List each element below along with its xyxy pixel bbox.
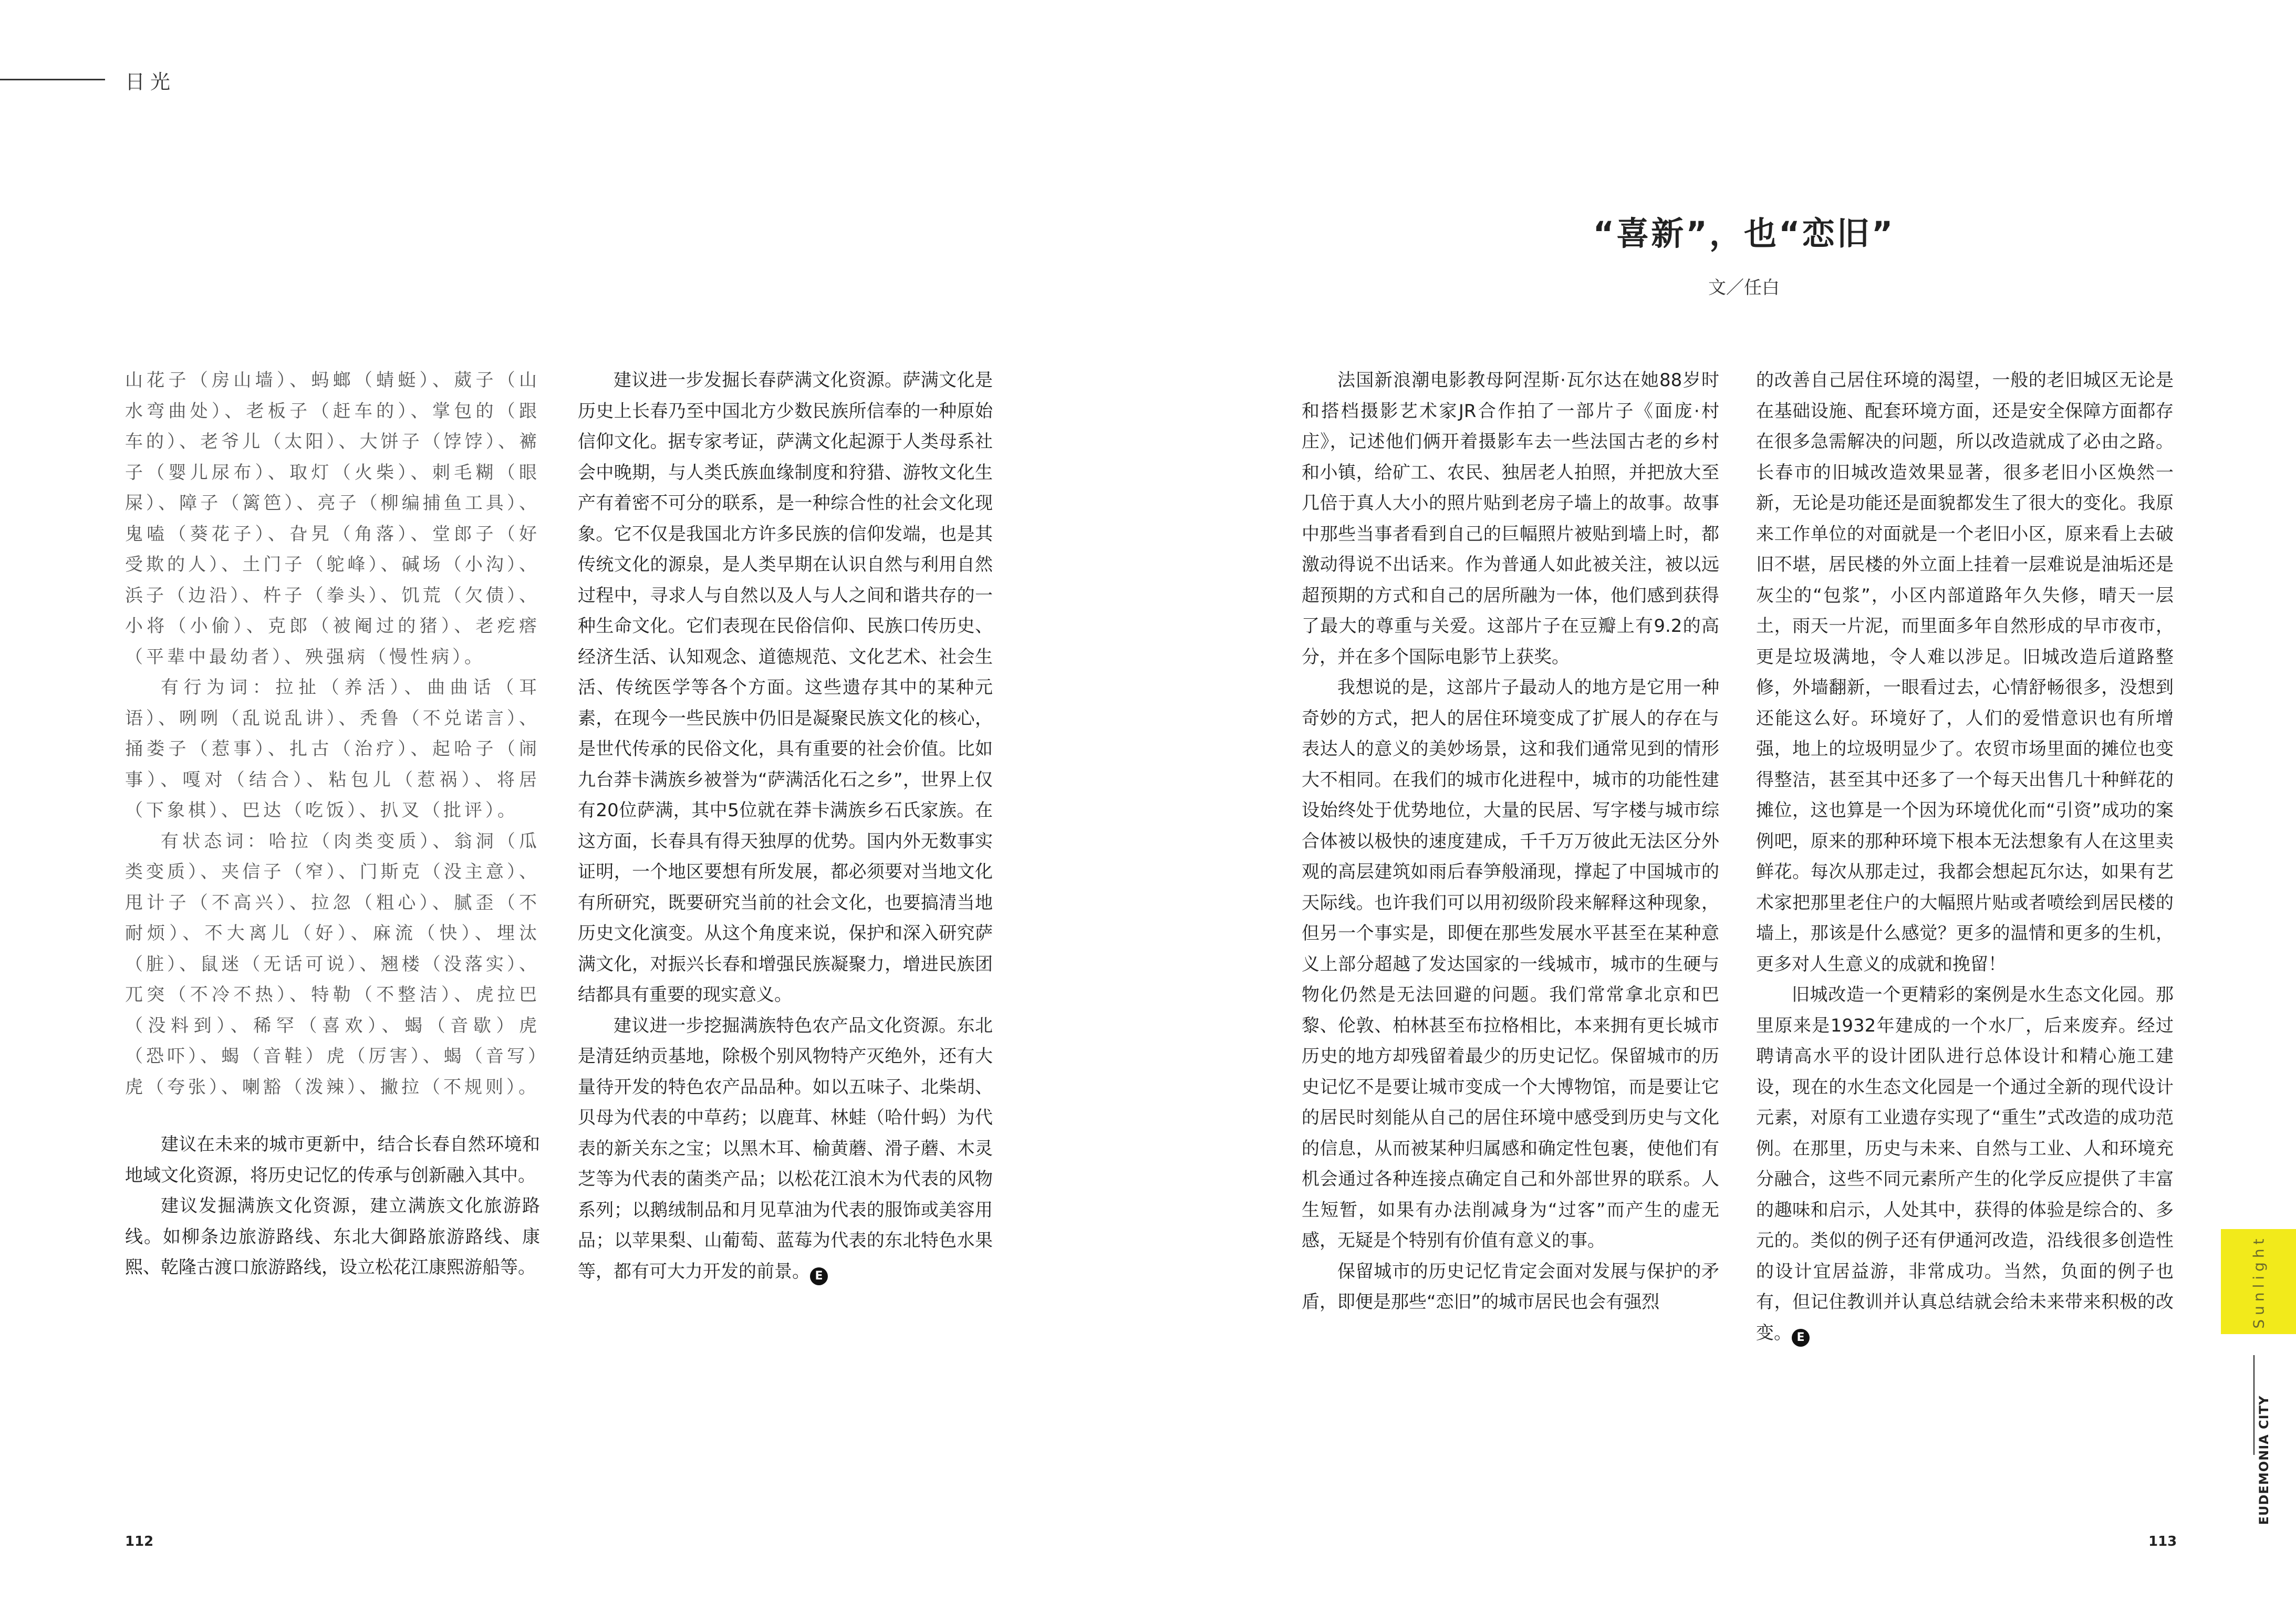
side-tab-label: Sunlight: [2250, 1234, 2267, 1329]
page-number-right: 113: [2148, 1534, 2177, 1549]
body-paragraph: 保留城市的历史记忆肯定会面对发展与保护的矛盾，即便是那些“恋旧”的城市居民也会有强烈: [1302, 1261, 1719, 1313]
article-end-icon: E: [1792, 1329, 1810, 1347]
article-end-icon: E: [810, 1267, 828, 1285]
agricultural-products-paragraph: 建议进一步挖掘满族特色农产品文化资源。东北是清廷纳贡基地，除极个别风物特产灭绝外，还有大量待开发的特色农产品品种。如以五味子、北柴胡、贝母为代表的中草药；以鹿茸、林蛙（哈什蚂）为代表的新关东之宝；以黑木耳、榆黄蘑、滑子蘑、木灵芝等为代表的菌类产品；以松花江浪木为代表的风物系列；以鹅绒制品和月见草油为代表的服饰或美容用品；以苹果梨、山葡萄、蓝莓为代表的东北特色水果等，都有可大力开发的前景。 E: [578, 1011, 993, 1287]
body-paragraph: 旧城改造一个更精彩的案例是水生态文化园。那里原来是1932年建成的一个水厂，后来废弃。经过聘请高水平的设计团队进行总体设计和精心施工建设，现在的水生态文化园是一个通过全新的现代设计元素，对原有工业遗存实现了“重生”式改造的成功范例。在那里，历史与未来、自然与工业、人和环境充分融合，这些不同元素所产生的化学反应提供了丰富的趣味和启示，人处其中，获得的体验是综合的、多元的。类似的例子还有伊通河改造，沿线很多创造性的设计宜居益游，非常成功。当然，负面的例子也有，但记住教训并认真总结就会给未来带来积极的改变。 E: [1756, 980, 2174, 1348]
article-title: “喜新”，也“恋旧”: [1593, 214, 1895, 253]
right-column-2: [1756, 365, 2174, 1348]
magazine-brand: EUDEMONIA CITY: [2257, 1395, 2271, 1525]
left-column-2: [578, 365, 993, 1287]
dialect-nouns-paragraph: 山花子（房山墙）、蚂螂（蜻蜓）、葳子（山水弯曲处）、老板子（赶车的）、掌包的（跟车的）、老爷儿（太阳）、大饼子（饽饽）、褯子（婴儿尿布）、取灯（火柴）、刺毛糊（眼屎）、障子（篱笆）、亮子（柳编捕鱼工具）、鬼嗑（葵花子）、旮旯（角落）、堂郎子（好受欺的人）、土门子（鸵峰）、碱场（小沟）、浜子（边沿）、杵子（拳头）、饥荒（欠债）、小将（小偷）、克郎（被阉过的猪）、老疙瘩（平辈中最幼者）、殃强病（慢性病）。: [125, 370, 540, 668]
right-column-1: [1302, 365, 1719, 1318]
suggestion-paragraph: 建议在未来的城市更新中，结合长春自然环境和地域文化资源，将历史记忆的传承与创新融入其中。: [125, 1134, 540, 1186]
sunlight-side-tab: [2221, 1229, 2296, 1334]
body-paragraph: 法国新浪潮电影教母阿涅斯·瓦尔达在她88岁时和搭档摄影艺术家JR合作拍了一部片子《面庞·村庄》，记述他们俩开着摄影车去一些法国古老的乡村和小镇，给矿工、农民、独居老人拍照，并把放大至几倍于真人大小的照片贴到老房子墙上的故事。故事中那些当事者看到自己的巨幅照片被贴到墙上时，都激动得说不出话来。作为普通人如此被关注，被以远超预期的方式和自己的居所融为一体，他们感到获得了最大的尊重与关爱。这部片子在豆瓣上有9.2的高分，并在多个国际电影节上获奖。: [1302, 370, 1719, 668]
shaman-culture-paragraph: 建议进一步发掘长春萨满文化资源。萨满文化是历史上长春乃至中国北方少数民族所信奉的一种原始信仰文化。据专家考证，萨满文化起源于人类母系社会中晚期，与人类氏族血缘制度和狩猎、游牧文化生产有着密不可分的联系，是一种综合性的社会文化现象。它不仅是我国北方许多民族的信仰发端，也是其传统文化的源泉，是人类早期在认识自然与利用自然过程中，寻求人与自然以及人与人之间和谐共存的一种生命文化。它们表现在民俗信仰、民族口传历史、经济生活、认知观念、道德规范、文化艺术、社会生活、传统医学等各个方面。这些遗存其中的某种元素，在现今一些民族中仍旧是凝聚民族文化的核心，是世代传承的民俗文化，具有重要的社会价值。比如九台莽卡满族乡被誉为“萨满活化石之乡”，世界上仅有20位萨满，其中5位就在莽卡满族乡石氏家族。在这方面，长春具有得天独厚的优势。国内外无数事实证明，一个地区要想有所发展，都必须要对当地文化有所研究，既要研究当前的社会文化，也要搞清当地历史文化演变。从这个角度来说，保护和深入研究萨满文化，对振兴长春和增强民族凝聚力，增进民族团结都具有重要的现实意义。: [578, 370, 993, 1005]
body-paragraph: 的改善自己居住环境的渴望，一般的老旧城区无论是在基础设施、配套环境方面，还是安全保障方面都存在很多急需解决的问题，所以改造就成了必由之路。长春市的旧城改造效果显著，很多老旧小区焕然一新，无论是功能还是面貌都发生了很大的变化。我原来工作单位的对面就是一个老旧小区，原来看上去破旧不堪，居民楼的外立面上挂着一层难说是油垢还是灰尘的“包浆”，小区内部道路年久失修，晴天一层土，雨天一片泥，而里面多年自然形成的早市夜市，更是垃圾满地，令人难以涉足。旧城改造后道路整修，外墙翻新，一眼看过去，心情舒畅很多，没想到还能这么好。环境好了，人们的爱惜意识也有所增强，地上的垃圾明显少了。农贸市场里面的摊位也变得整洁，甚至其中还多了一个每天出售几十种鲜花的摊位，这也算是一个因为环境优化而“引资”成功的案例吧，原来的那种环境下根本无法想象有人在这里卖鲜花。每次从那走过，我都会想起瓦尔达，如果有艺术家把那里老住户的大幅照片贴或者喷绘到居民楼的墙上，那该是什么感觉？更多的温情和更多的生机，更多对人生意义的成就和挽留！: [1756, 370, 2174, 975]
body-paragraph: 我想说的是，这部片子最动人的地方是它用一种奇妙的方式，把人的居住环境变成了扩展人的存在与表达人的意义的美妙场景，这和我们通常见到的情形大不相同。在我们的城市化进程中，城市的功能性建设始终处于优势地位，大量的民居、写字楼与城市综合体被以极快的速度建成，千千万万彼此无法区分外观的高层建筑如雨后春笋般涌现，撑起了中国城市的天际线。也许我们可以用初级阶段来解释这种现象，但另一个事实是，即便在那些发展水平甚至在某种意义上部分超越了发达国家的一线城市，城市的生硬与物化仍然是无法回避的问题。我们常常拿北京和巴黎、伦敦、柏林甚至布拉格相比，本来拥有更长城市历史的地方却残留着最少的历史记忆。保留城市的历史记忆不是要让城市变成一个大博物馆，而是要让它的居民时刻能从自己的居住环境中感受到历史与文化的信息，从而被某种归属感和确定性包裹，使他们有机会通过各种连接点确定自己和外部世界的联系。人生短暂，如果有办法削减身为“过客”而产生的虚无感，无疑是个特别有价值有意义的事。: [1302, 677, 1719, 1251]
section-label: 日光: [125, 70, 176, 93]
dialect-verbs-paragraph: 有行为词：拉扯（养活）、曲曲话（耳语）、咧咧（乱说乱讲）、秃鲁（不兑诺言）、捅娄子（惹事）、扎古（治疗）、起哈子（闹事）、嘎对（结合）、粘包儿（惹祸）、将居（下象棋）、巴达（吃饭）、扒叉（批评）。: [125, 677, 540, 821]
left-column-1-bottom: [125, 1129, 540, 1283]
header-rule: [0, 79, 105, 80]
page-number-left: 112: [125, 1534, 154, 1549]
article-author: 文／任白: [1708, 277, 1780, 298]
dialect-adjectives-paragraph: 有状态词：哈拉（肉类变质）、翁洞（瓜类变质）、夹信子（窄）、门斯克（没主意）、甩计子（不高兴）、拉忽（粗心）、腻歪（不耐烦）、不大离儿（好）、麻流（快）、埋汰（脏）、鼠迷（无话可说）、翘楼（没落实）、兀突（不冷不热）、特勒（不整洁）、虎拉巴（没料到）、稀罕（喜欢）、蝎（音歇）虎（恐吓）、蝎（音鞋）虎（厉害）、蝎（音写）虎（夸张）、喇豁（泼辣）、撇拉（不规则）。: [125, 830, 540, 1098]
side-divider: [2253, 1355, 2255, 1455]
left-column-1: [125, 365, 540, 1102]
suggestion-paragraph: 建议发掘满族文化资源，建立满族文化旅游路线。如柳条边旅游路线、东北大御路旅游路线、康熙、乾隆古渡口旅游路线，设立松花江康熙游船等。: [125, 1195, 540, 1278]
